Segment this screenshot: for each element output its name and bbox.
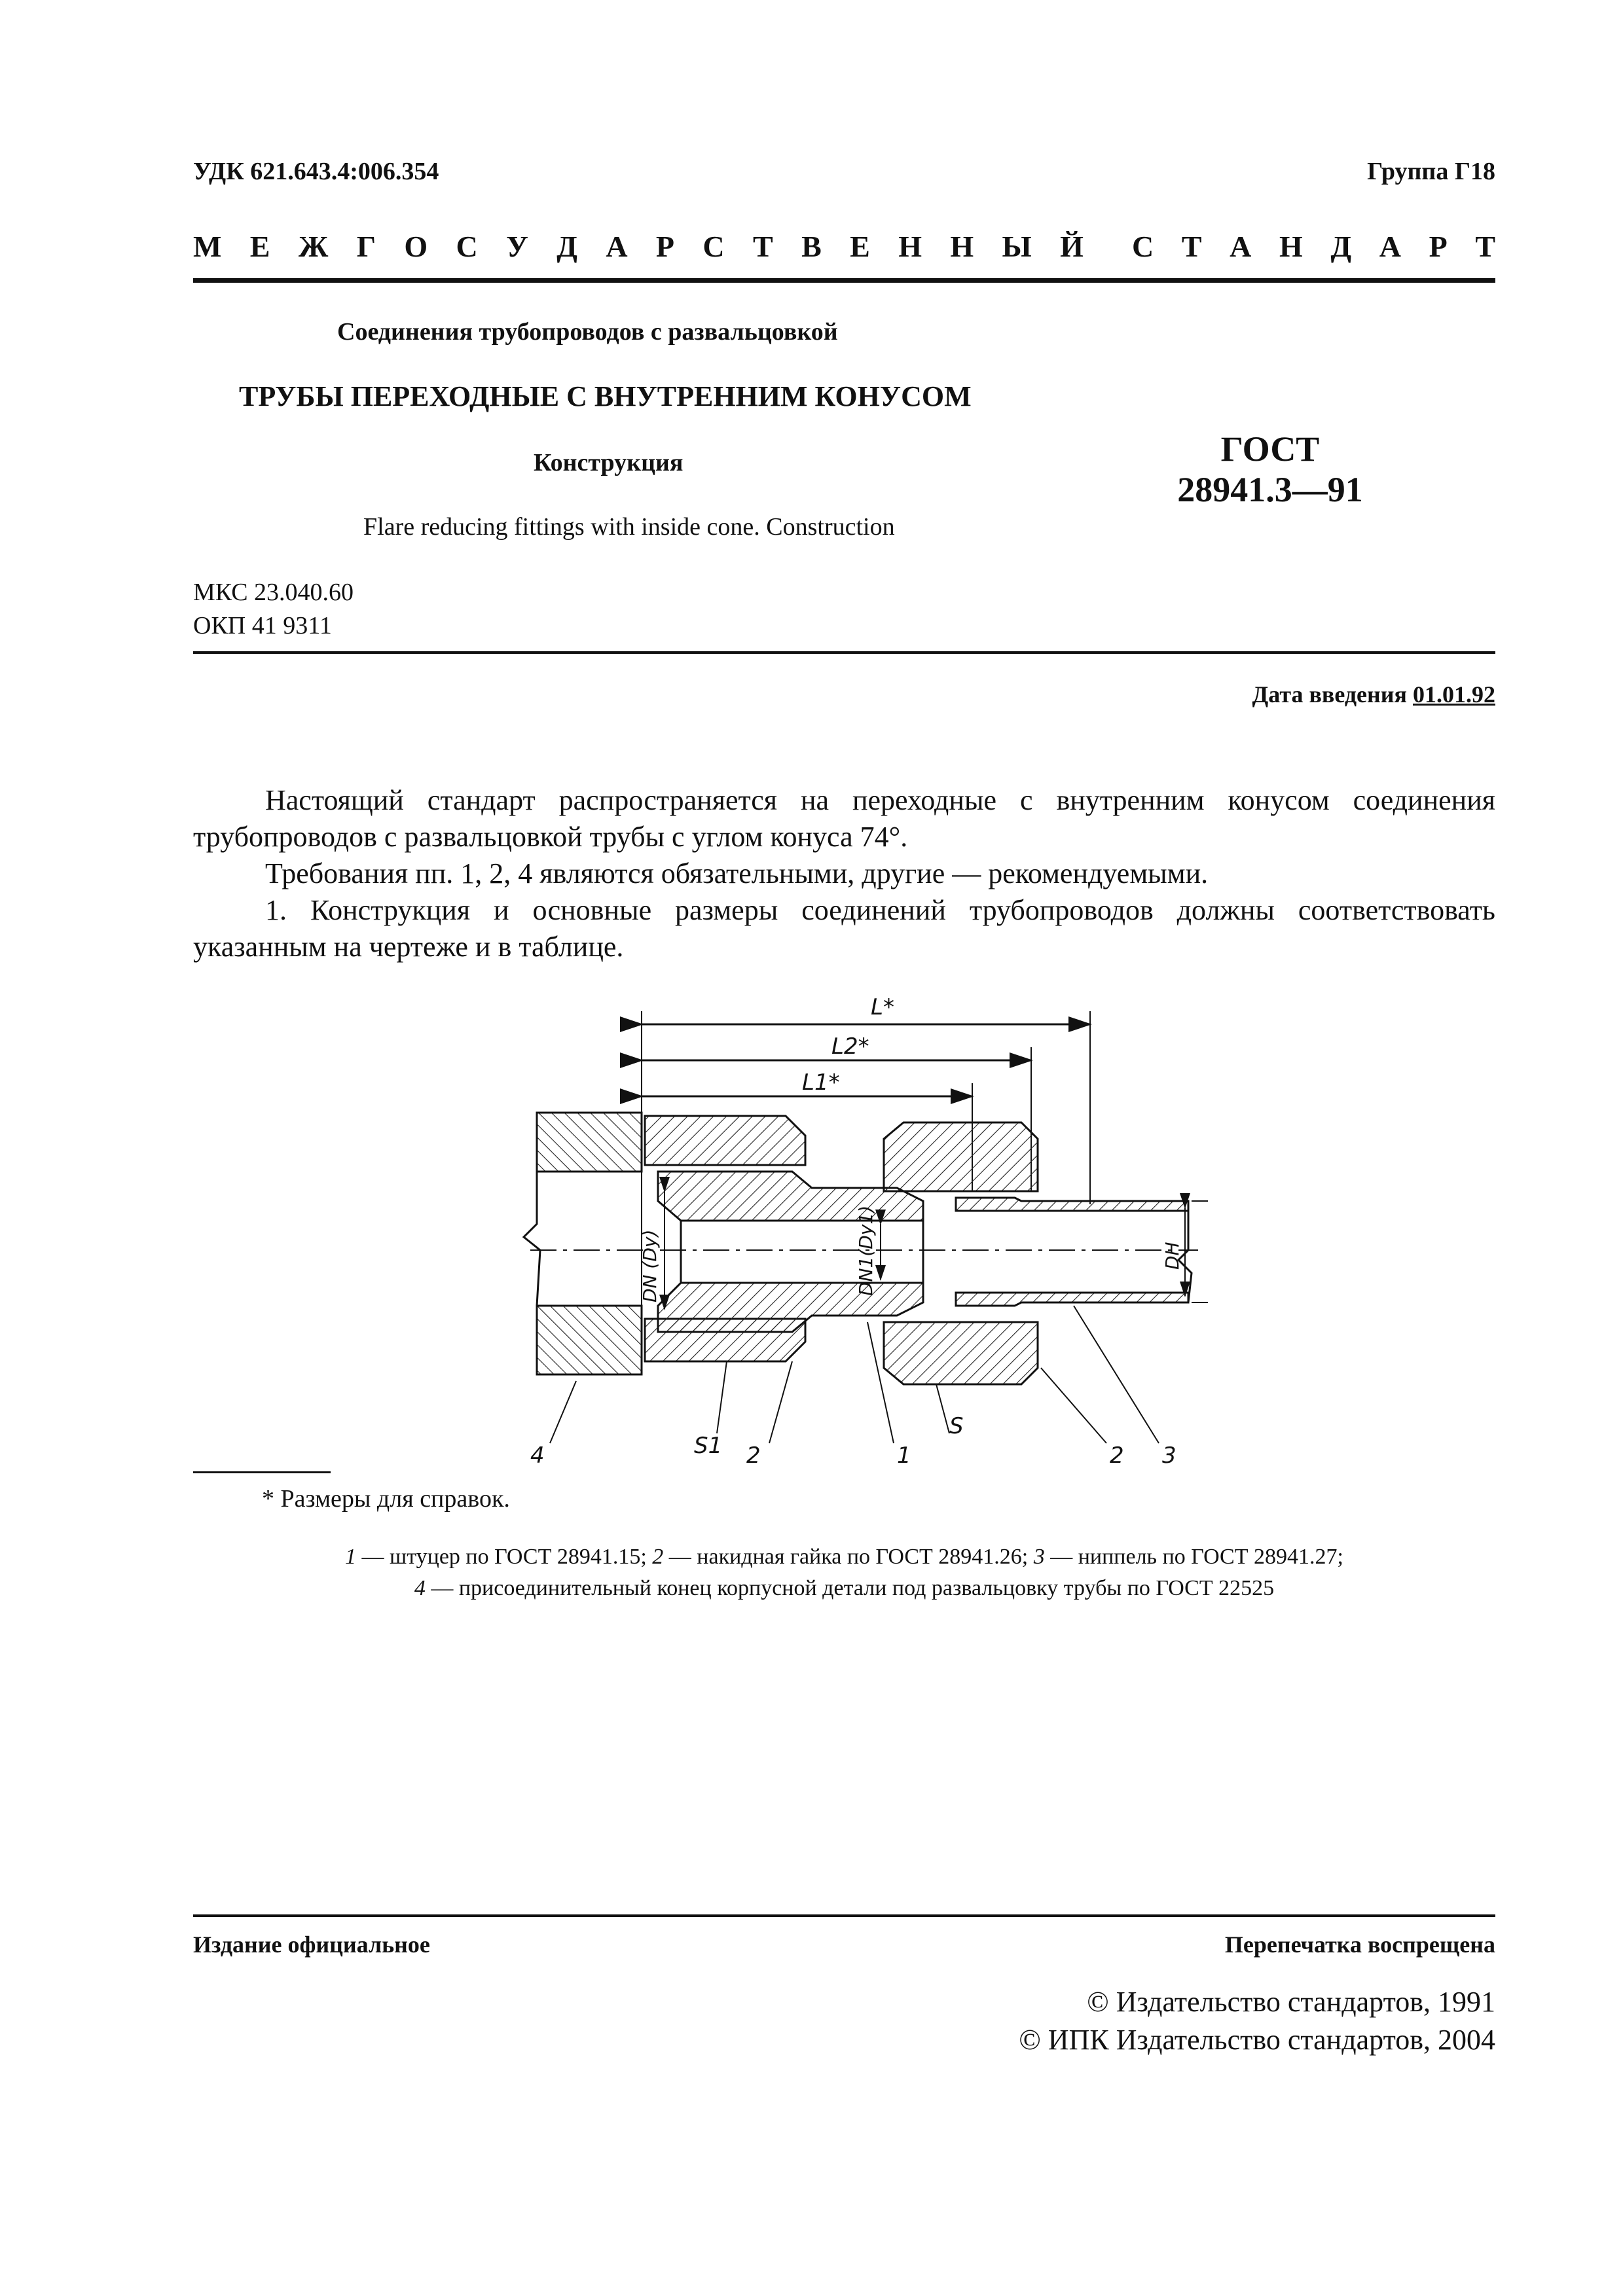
banner-letter: О	[404, 230, 428, 263]
banner-letter: Е	[249, 230, 270, 263]
parts-legend	[193, 1541, 1495, 1604]
banner-letter: В	[801, 230, 822, 263]
dim-L-label: L*	[871, 994, 894, 1020]
banner-letter: Т	[753, 230, 773, 263]
banner-letter: С	[456, 230, 478, 263]
body-text	[193, 782, 1495, 965]
gost-designation	[1172, 429, 1368, 510]
legend-num-4: 4	[414, 1576, 426, 1600]
dim-DN1-label: DN1(Dy1)	[855, 1205, 877, 1296]
introduction-date	[1252, 681, 1496, 708]
legend-text-2: — накидная гайка по ГОСТ 28941.26;	[663, 1545, 1034, 1569]
banner-right	[1132, 229, 1495, 264]
callout-1: 1	[897, 1443, 911, 1469]
title-rule	[193, 651, 1495, 654]
legend-text-4: — присоединительный конец корпусной детали под развальцовку трубы по ГОСТ 22525	[425, 1576, 1275, 1600]
fitting-drawing	[504, 975, 1224, 1473]
header-rule	[193, 278, 1495, 283]
banner-letter: Е	[850, 230, 870, 263]
banner-letter: А	[1379, 230, 1401, 263]
dim-DN-label: DN (Dy)	[639, 1229, 661, 1302]
banner-letter: Р	[1429, 230, 1448, 263]
callout-S1: S1	[694, 1433, 723, 1459]
date-label: Дата введения	[1252, 681, 1413, 708]
banner-letter: Й	[1060, 230, 1084, 263]
legend-line-1	[193, 1541, 1495, 1573]
banner-left	[193, 229, 1084, 264]
section-title: Конструкция	[534, 449, 684, 476]
standard-banner	[193, 229, 1495, 264]
legend-num-2: 2	[652, 1545, 664, 1569]
official-edition: Издание официальное	[193, 1931, 430, 1958]
callout-4: 4	[530, 1443, 545, 1469]
reprint-prohibited: Перепечатка воспрещена	[1224, 1931, 1495, 1958]
gost-number: 28941.3—91	[1177, 470, 1363, 510]
mks-code: МКС 23.040.60	[193, 579, 354, 606]
callout-3: 3	[1162, 1443, 1176, 1469]
callout-2b: 2	[1110, 1443, 1124, 1469]
copyright-block	[1019, 1983, 1495, 2059]
legend-text-1: — штуцер по ГОСТ 28941.15;	[356, 1545, 653, 1569]
banner-letter: Н	[898, 230, 922, 263]
page-title: ТРУБЫ ПЕРЕХОДНЫЕ С ВНУТРЕННИМ КОНУСОМ	[239, 380, 972, 412]
english-title: Flare reducing fittings with inside cone. Construction	[363, 513, 895, 541]
legend-text-3: — ниппель по ГОСТ 28941.27;	[1044, 1545, 1343, 1569]
callout-S: S	[949, 1413, 964, 1439]
udk-code: УДК 621.643.4:006.354	[193, 158, 439, 185]
banner-letter: Д	[1330, 230, 1352, 263]
okp-code: ОКП 41 9311	[193, 612, 332, 640]
dim-DH-label: DH	[1161, 1242, 1183, 1270]
banner-letter: М	[193, 230, 222, 263]
copyright-2004: © ИПК Издательство стандартов, 2004	[1019, 2024, 1495, 2056]
banner-letter: Т	[1181, 230, 1202, 263]
copyright-1991: © Издательство стандартов, 1991	[1087, 1986, 1495, 2018]
dim-L2-label: L2*	[831, 1033, 869, 1060]
banner-letter: С	[702, 230, 725, 263]
date-value: 01.01.92	[1413, 681, 1495, 708]
paragraph-clause-1: 1. Конструкция и основные размеры соединений трубопроводов должны соответствовать указанным на чертеже и в таблице.	[193, 894, 1495, 963]
paragraph-requirements: Требования пп. 1, 2, 4 являются обязательными, другие — рекомендуемыми.	[265, 857, 1209, 889]
banner-letter: А	[606, 230, 628, 263]
paragraph-scope: Настоящий стандарт распространяется на переходные с внутренним конусом соединения трубопроводов с развальцовкой трубы с углом конуса 74°.	[193, 784, 1495, 853]
footnote: * Размеры для справок.	[262, 1485, 510, 1513]
banner-letter: А	[1230, 230, 1252, 263]
banner-letter: Ж	[298, 230, 329, 263]
legend-line-2	[193, 1573, 1495, 1604]
banner-letter: Т	[1475, 230, 1495, 263]
banner-letter: Д	[556, 230, 577, 263]
banner-letter: Р	[655, 230, 675, 263]
banner-letter: У	[506, 230, 528, 263]
banner-letter: Ы	[1002, 230, 1032, 263]
callout-2a: 2	[746, 1443, 761, 1469]
banner-letter: С	[1132, 230, 1154, 263]
group-code: Группа Г18	[1367, 158, 1495, 185]
dim-L1-label: L1*	[802, 1069, 840, 1096]
banner-letter: Н	[1279, 230, 1303, 263]
banner-letter: Г	[356, 230, 376, 263]
footnote-rule	[193, 1471, 331, 1473]
subtitle: Соединения трубопроводов с развальцовкой	[337, 318, 838, 346]
footer-rule	[193, 1914, 1495, 1917]
classification-codes	[193, 576, 354, 643]
gost-label: ГОСТ	[1220, 429, 1320, 469]
legend-num-3: 3	[1033, 1545, 1045, 1569]
legend-num-1: 1	[345, 1545, 357, 1569]
banner-letter: Н	[950, 230, 974, 263]
